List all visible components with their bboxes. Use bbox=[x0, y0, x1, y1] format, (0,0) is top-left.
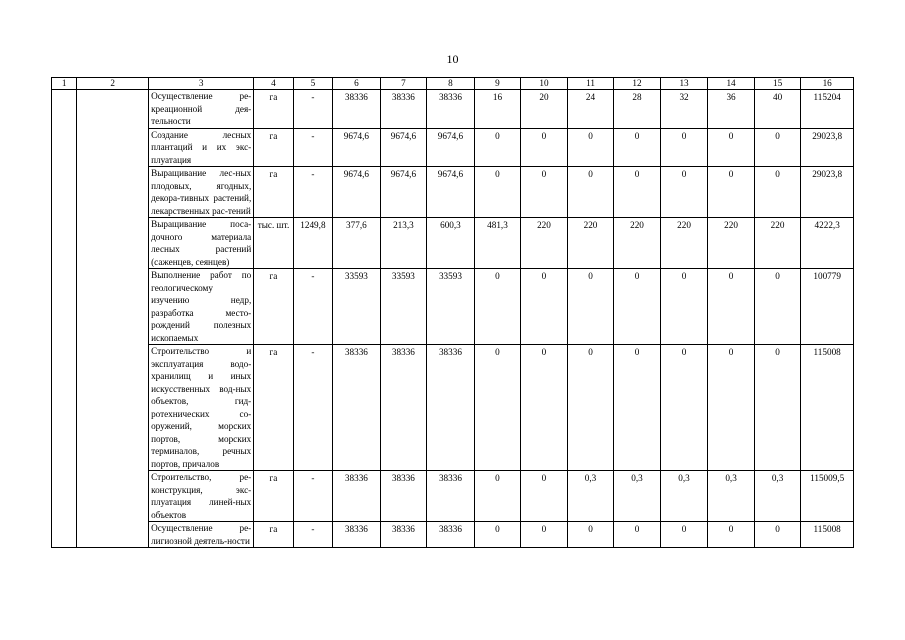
value-cell: - bbox=[293, 269, 332, 345]
empty-cell bbox=[77, 167, 149, 218]
total-cell: 115008 bbox=[801, 345, 854, 471]
column-header: 15 bbox=[754, 78, 801, 90]
value-cell: 0 bbox=[708, 167, 755, 218]
value-cell: 9674,6 bbox=[333, 128, 381, 167]
value-cell: 213,3 bbox=[380, 218, 427, 269]
value-cell: 38336 bbox=[333, 471, 381, 522]
table-row bbox=[52, 128, 854, 167]
column-header: 16 bbox=[801, 78, 854, 90]
column-header: 1 bbox=[52, 78, 77, 90]
value-cell: 24 bbox=[567, 90, 614, 129]
value-cell: 0,3 bbox=[708, 471, 755, 522]
value-cell: 32 bbox=[660, 90, 708, 129]
empty-cell bbox=[52, 128, 77, 167]
value-cell: - bbox=[293, 522, 332, 548]
value-cell: 9674,6 bbox=[380, 128, 427, 167]
empty-cell bbox=[52, 218, 77, 269]
value-cell: 220 bbox=[567, 218, 614, 269]
value-cell: - bbox=[293, 90, 332, 129]
value-cell: 0 bbox=[474, 167, 521, 218]
table-row bbox=[52, 345, 854, 471]
empty-cell bbox=[77, 471, 149, 522]
value-cell: 377,6 bbox=[333, 218, 381, 269]
activity-name: Создание лесных плантаций и их экс-плуатация bbox=[149, 128, 254, 167]
value-cell: 0,3 bbox=[567, 471, 614, 522]
value-cell: 0 bbox=[474, 345, 521, 471]
value-cell: 0 bbox=[521, 522, 568, 548]
total-cell: 115204 bbox=[801, 90, 854, 129]
empty-cell bbox=[77, 128, 149, 167]
column-header: 6 bbox=[333, 78, 381, 90]
column-header: 9 bbox=[474, 78, 521, 90]
value-cell: 0 bbox=[521, 345, 568, 471]
value-cell: 38336 bbox=[380, 522, 427, 548]
column-header: 3 bbox=[149, 78, 254, 90]
column-header: 8 bbox=[427, 78, 475, 90]
value-cell: 0 bbox=[660, 128, 708, 167]
activity-name: Выращивание лес-ных плодовых, ягодных, декора-тивных растений, лекарственных рас-тений bbox=[149, 167, 254, 218]
value-cell: 38336 bbox=[380, 345, 427, 471]
activity-name: Осуществление ре-креационной дея-тельности bbox=[149, 90, 254, 129]
value-cell: 0 bbox=[474, 522, 521, 548]
value-cell: 220 bbox=[614, 218, 661, 269]
value-cell: 0 bbox=[754, 167, 801, 218]
total-cell: 115008 bbox=[801, 522, 854, 548]
empty-cell bbox=[77, 90, 149, 129]
value-cell: 0 bbox=[708, 522, 755, 548]
value-cell: 0,3 bbox=[614, 471, 661, 522]
value-cell: 0 bbox=[567, 269, 614, 345]
total-cell: 100779 bbox=[801, 269, 854, 345]
value-cell: 38336 bbox=[333, 522, 381, 548]
value-cell: 9674,6 bbox=[380, 167, 427, 218]
value-cell: - bbox=[293, 471, 332, 522]
value-cell: 0 bbox=[660, 167, 708, 218]
value-cell: 0 bbox=[474, 269, 521, 345]
empty-cell bbox=[77, 522, 149, 548]
value-cell: 38336 bbox=[427, 345, 475, 471]
column-header: 11 bbox=[567, 78, 614, 90]
value-cell: 28 bbox=[614, 90, 661, 129]
value-cell: 38336 bbox=[427, 471, 475, 522]
column-header: 14 bbox=[708, 78, 755, 90]
value-cell: 0,3 bbox=[754, 471, 801, 522]
value-cell: 9674,6 bbox=[333, 167, 381, 218]
table-row bbox=[52, 218, 854, 269]
activity-name: Выполнение работ по геологическому изучению недр, разработка место-рождений полезных ископаемых bbox=[149, 269, 254, 345]
value-cell: 0 bbox=[474, 471, 521, 522]
value-cell: 0 bbox=[614, 269, 661, 345]
table-row bbox=[52, 269, 854, 345]
value-cell: 33593 bbox=[333, 269, 381, 345]
total-cell: 29023,8 bbox=[801, 128, 854, 167]
empty-cell bbox=[77, 345, 149, 471]
empty-cell bbox=[77, 218, 149, 269]
total-cell: 4222,3 bbox=[801, 218, 854, 269]
unit-cell: га bbox=[254, 471, 293, 522]
value-cell: 220 bbox=[660, 218, 708, 269]
column-header: 13 bbox=[660, 78, 708, 90]
value-cell: 0 bbox=[660, 269, 708, 345]
value-cell: 0 bbox=[708, 269, 755, 345]
value-cell: 9674,6 bbox=[427, 167, 475, 218]
value-cell: 38336 bbox=[427, 90, 475, 129]
value-cell: 0 bbox=[614, 522, 661, 548]
value-cell: 0 bbox=[567, 345, 614, 471]
empty-cell bbox=[52, 522, 77, 548]
empty-cell bbox=[52, 471, 77, 522]
table-row bbox=[52, 471, 854, 522]
value-cell: 0 bbox=[521, 269, 568, 345]
empty-cell bbox=[52, 269, 77, 345]
table-row bbox=[52, 167, 854, 218]
unit-cell: га bbox=[254, 269, 293, 345]
empty-cell bbox=[52, 345, 77, 471]
value-cell: - bbox=[293, 345, 332, 471]
value-cell: 0 bbox=[660, 345, 708, 471]
value-cell: 220 bbox=[521, 218, 568, 269]
table-row bbox=[52, 522, 854, 548]
column-header: 4 bbox=[254, 78, 293, 90]
column-header: 12 bbox=[614, 78, 661, 90]
value-cell: 0 bbox=[754, 345, 801, 471]
value-cell: 33593 bbox=[380, 269, 427, 345]
value-cell: 1249,8 bbox=[293, 218, 332, 269]
total-cell: 29023,8 bbox=[801, 167, 854, 218]
value-cell: 0 bbox=[754, 522, 801, 548]
value-cell: 0 bbox=[614, 128, 661, 167]
activity-name: Строительство и эксплуатация водо-хранилищ и иных искусственных вод-ных объектов, гид-ротехнических со-оружений, морских портов, морских терминалов, речных портов, причалов bbox=[149, 345, 254, 471]
value-cell: 0,3 bbox=[660, 471, 708, 522]
value-cell: 38336 bbox=[380, 471, 427, 522]
unit-cell: га bbox=[254, 522, 293, 548]
value-cell: 0 bbox=[754, 269, 801, 345]
value-cell: 38336 bbox=[333, 90, 381, 129]
value-cell: 38336 bbox=[380, 90, 427, 129]
value-cell: 0 bbox=[708, 128, 755, 167]
value-cell: 0 bbox=[660, 522, 708, 548]
unit-cell: га bbox=[254, 128, 293, 167]
unit-cell: га bbox=[254, 90, 293, 129]
page-number: 10 bbox=[446, 52, 459, 66]
value-cell: 220 bbox=[754, 218, 801, 269]
activity-name: Осуществление ре-лигиозной деятель-ности bbox=[149, 522, 254, 548]
value-cell: 0 bbox=[754, 128, 801, 167]
total-cell: 115009,5 bbox=[801, 471, 854, 522]
activity-name: Выращивание поса-дочного материала лесных растений (саженцев, сеянцев) bbox=[149, 218, 254, 269]
value-cell: 40 bbox=[754, 90, 801, 129]
column-header: 10 bbox=[521, 78, 568, 90]
value-cell: 16 bbox=[474, 90, 521, 129]
value-cell: 0 bbox=[614, 345, 661, 471]
unit-cell: тыс. шт. bbox=[254, 218, 293, 269]
table-row bbox=[52, 90, 854, 129]
value-cell: 20 bbox=[521, 90, 568, 129]
column-header: 7 bbox=[380, 78, 427, 90]
column-header: 5 bbox=[293, 78, 332, 90]
value-cell: 600,3 bbox=[427, 218, 475, 269]
value-cell: 0 bbox=[521, 167, 568, 218]
value-cell: 38336 bbox=[333, 345, 381, 471]
value-cell: 0 bbox=[567, 128, 614, 167]
value-cell: 0 bbox=[614, 167, 661, 218]
value-cell: 0 bbox=[567, 522, 614, 548]
empty-cell bbox=[77, 269, 149, 345]
empty-cell bbox=[52, 167, 77, 218]
value-cell: 0 bbox=[521, 128, 568, 167]
value-cell: - bbox=[293, 167, 332, 218]
value-cell: 9674,6 bbox=[427, 128, 475, 167]
value-cell: 0 bbox=[708, 345, 755, 471]
unit-cell: га bbox=[254, 167, 293, 218]
unit-cell: га bbox=[254, 345, 293, 471]
value-cell: 38336 bbox=[427, 522, 475, 548]
value-cell: 481,3 bbox=[474, 218, 521, 269]
value-cell: 33593 bbox=[427, 269, 475, 345]
value-cell: 0 bbox=[567, 167, 614, 218]
forest-use-table bbox=[51, 77, 854, 548]
value-cell: 0 bbox=[521, 471, 568, 522]
column-header: 2 bbox=[77, 78, 149, 90]
empty-cell bbox=[52, 90, 77, 129]
value-cell: 36 bbox=[708, 90, 755, 129]
header-row bbox=[52, 78, 854, 90]
value-cell: 220 bbox=[708, 218, 755, 269]
value-cell: 0 bbox=[474, 128, 521, 167]
value-cell: - bbox=[293, 128, 332, 167]
activity-name: Строительство, ре-конструкция, экс-плуатация линей-ных объектов bbox=[149, 471, 254, 522]
